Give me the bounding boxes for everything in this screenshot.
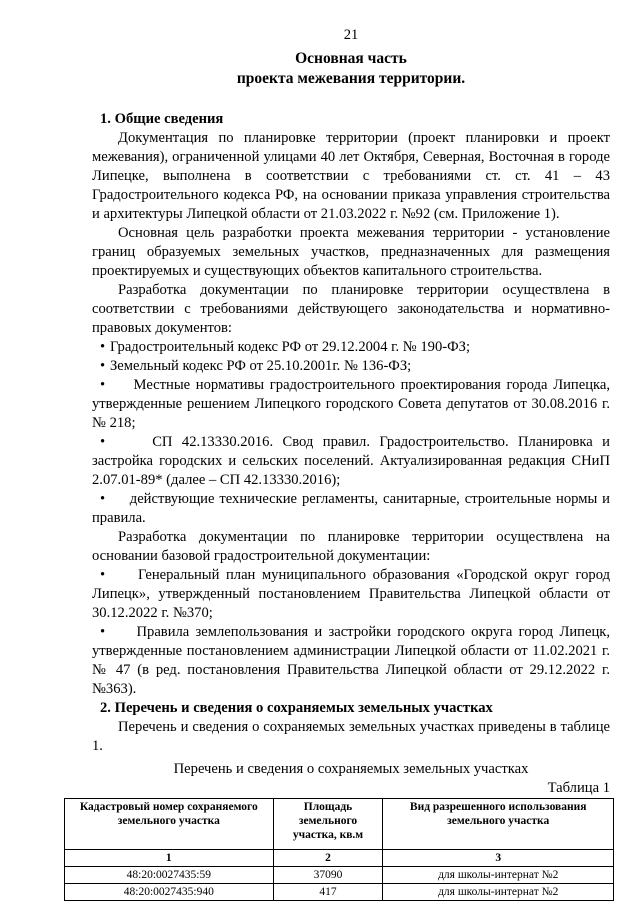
section-2-paragraph-1: Перечень и сведения о сохраняемых земельных участках приведены в таблице 1. [92,719,610,754]
section-2-heading: 2. Перечень и сведения о сохраняемых земельных участках [100,700,493,716]
bullet-icon: • [100,377,134,393]
table-cell: 2 [273,850,383,867]
list-item-text: Правила землепользования и застройки городского округа город Липецк, утвержденные постановлением администрации Липецкой области от 11.02.2021 г. № 47 (в ред. постановления Правительства Липецкой области от 29.12.2022 г. №363). [92,624,610,697]
list-item [92,433,610,490]
section-1-paragraph-3: Разработка документации по планировке территории осуществлена в соответствии с требованиями действующего законодательства и нормативно-правовых документов: [92,282,610,336]
bullet-icon: • [100,624,137,640]
document-page [79,26,610,901]
list-item [92,566,610,623]
bullet-icon: • [100,567,139,583]
table-cell: 1 [65,850,274,867]
table-cell: для школы-интернат №2 [383,867,614,884]
table-row [65,867,614,884]
document-title-line-2: проекта межевания территории. [236,70,466,87]
bullet-icon: • [100,358,106,374]
bullet-icon: • [100,339,106,355]
document-title-line-1: Основная часть [295,50,407,67]
column-number-row [65,850,614,867]
list-item [92,357,610,376]
table-cell: 3 [383,850,614,867]
table-caption: Перечень и сведения о сохраняемых земельных участках [173,761,529,777]
list-item [92,338,610,357]
table-cell: 37090 [273,867,383,884]
list-item-text: Градостроительный кодекс РФ от 29.12.2004 г. № 190-ФЗ; [110,339,471,355]
column-header-permitted-use: Вид разрешенного использования земельного участка [383,799,614,850]
section-1-paragraph-4: Разработка документации по планировке территории осуществлена на основании базовой градостроительной документации: [92,529,610,564]
section-1-paragraph-2: Основная цель разработки проекта межевания территории - установление границ образуемых земельных участков, предназначенных для размещения проектируемых и существующих объектов капитального строительства. [92,225,610,279]
table-row [65,884,614,901]
table-cell: 417 [273,884,383,901]
land-plots-table [64,798,614,901]
table-header-row [65,799,614,850]
list-item-text: Местные нормативы градостроительного проектирования города Липецка, утвержденные решением Липецкого городского Совета депутатов от 30.08.2016 г. № 218; [92,377,610,431]
bullet-icon: • [100,434,153,450]
table-cell: для школы-интернат №2 [383,884,614,901]
page-number: 21 [343,27,359,43]
table-label: Таблица 1 [547,780,610,796]
list-item-text: СП 42.13330.2016. Свод правил. Градостроительство. Планировка и застройка городских и сельских поселений. Актуализированная редакция СНиП 2.07.01-89* (далее – СП 42.13330.2016); [92,434,610,488]
table-cell: 48:20:0027435:59 [65,867,274,884]
table-cell: 48:20:0027435:940 [65,884,274,901]
bullet-icon: • [100,491,130,507]
section-1-paragraph-1: Документация по планировке территории (проект планировки и проект межевания), ограниченной улицами 40 лет Октября, Северная, Восточная в городе Липецке, выполнена в соответствии с требованиями ст. ст. 41 – 43 Градостроительного кодекса РФ, на основании приказа управления строительства и архитектуры Липецкой области от 21.03.2022 г. №92 (см. Приложение 1). [92,130,610,222]
list-item [92,623,610,699]
list-item-text: Земельный кодекс РФ от 25.10.2001г. № 136-ФЗ; [110,358,412,374]
list-item [92,376,610,433]
list-item [92,490,610,528]
list-item-text: Генеральный план муниципального образования «Городской округ город Липецк», утвержденный постановлением Правительства Липецкой области от 30.12.2022 г. №370; [92,567,610,621]
list-item-text: действующие технические регламенты, санитарные, строительные нормы и правила. [92,491,610,526]
section-1-heading: 1. Общие сведения [100,111,224,127]
column-header-area: Площадь земельного участка, кв.м [273,799,383,850]
column-header-cadastral-number: Кадастровый номер сохраняемого земельного участка [65,799,274,850]
